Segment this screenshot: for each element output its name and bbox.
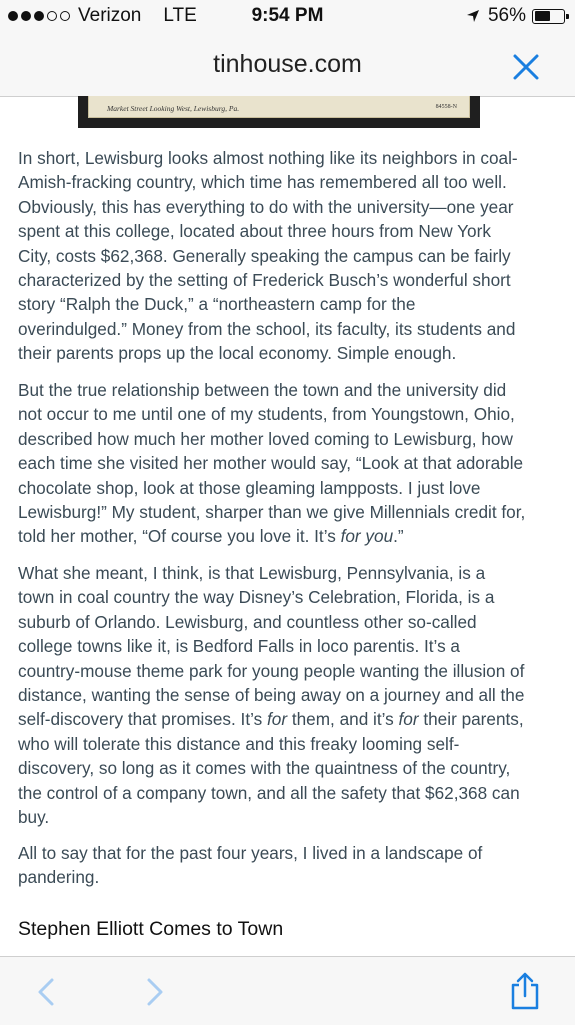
paragraph-line: characterized by the setting of Frederick Busch’s wonderful short — [18, 270, 511, 291]
postcard-number: 84558-N — [435, 104, 457, 110]
paragraph-line: All to say that for the past four years, I lived in a landscape of — [18, 843, 483, 863]
paragraph-line: overindulged.” Money from the school, its faculty, its students and — [18, 318, 516, 339]
paragraph-line: spent at this college, located about three hours from New York — [18, 221, 491, 242]
paragraph-line: distance, wanting the sense of being away on a journey and all the — [18, 685, 525, 706]
postcard-caption: Market Street Looking West, Lewisburg, Pa. — [107, 104, 240, 113]
url-host[interactable]: tinhouse.com — [213, 50, 362, 78]
bottom-toolbar — [0, 956, 575, 1025]
status-time: 9:54 PM — [251, 5, 324, 26]
paragraph-line: But the true relationship between the town and the university did — [18, 380, 507, 400]
browser-nav-bar — [0, 34, 575, 97]
paragraph-line — [18, 524, 558, 548]
paragraph-line: college towns like it, is Bedford Falls in loco parentis. It’s a — [18, 636, 460, 657]
paragraph-line: the control of a company town, and all the safety that $62,368 can — [18, 782, 520, 803]
chevron-left-icon[interactable] — [36, 977, 56, 1007]
emphasis: for — [266, 709, 288, 730]
line-text: told her mother, “Of course you love it. It’s — [18, 526, 341, 547]
paragraph-line: buy. — [18, 807, 50, 828]
paragraph-2 — [18, 378, 558, 549]
paragraph-line: who will tolerate this distance and this freaky looming self- — [18, 733, 460, 754]
close-icon[interactable] — [512, 53, 540, 81]
paragraph-line: Obviously, this has everything to do with the university—one year — [18, 196, 514, 217]
battery-icon — [532, 9, 565, 24]
paragraph-line: suburb of Orlando. Lewisburg, and countless other so-called — [18, 611, 477, 632]
paragraph-line: discovery, so long as it comes with the quaintness of the country, — [18, 758, 511, 779]
share-icon[interactable] — [508, 971, 542, 1011]
paragraph-line: Amish-fracking country, which time has remembered all too well. — [18, 172, 507, 193]
article-content — [0, 96, 575, 956]
paragraph-4 — [18, 841, 558, 890]
paragraph-line: chocolate shop, look at those gleaming lampposts. I just love — [18, 477, 481, 498]
status-right — [466, 5, 565, 27]
emphasis: for — [398, 709, 419, 730]
paragraph-line: pandering. — [18, 867, 100, 888]
paragraph-line — [18, 707, 558, 731]
paragraph-line: Lewisburg!” My student, sharper than we give Millennials credit for, — [18, 502, 526, 523]
carrier-name: Verizon — [78, 5, 142, 26]
paragraph-line: What she meant, I think, is that Lewisburg, Pennsylvania, is a — [18, 563, 486, 583]
paragraph-line: each time she visited her mother would say, “Look at that adorable — [18, 453, 524, 474]
status-bar — [0, 0, 575, 34]
paragraph-line: In short, Lewisburg looks almost nothing like its neighbors in coal- — [18, 148, 518, 168]
paragraph-line: country-mouse theme park for young people wanting the illusion of — [18, 660, 525, 681]
paragraph-line: not occur to me until one of my students, from Youngstown, Ohio, — [18, 404, 515, 425]
line-text: self-discovery that promises. It’s — [18, 709, 267, 730]
paragraph-line: their parents props up the local economy. Simple enough. — [18, 343, 457, 364]
paragraph-3 — [18, 561, 558, 829]
battery-percent: 56% — [487, 5, 526, 26]
paragraph-line: described how much her mother loved coming to Lewisburg, how — [18, 428, 513, 449]
location-arrow-icon — [466, 9, 480, 23]
chevron-right-icon[interactable] — [145, 977, 165, 1007]
paragraph-line: town in coal country the way Disney’s Celebration, Florida, is a — [18, 587, 495, 608]
paragraph-line: City, costs $62,368. Generally speaking the campus can be fairly — [18, 245, 511, 266]
emphasis: for you — [340, 526, 394, 547]
paragraph-1 — [18, 146, 558, 366]
line-text: them, and it’s — [287, 709, 399, 730]
line-text: their parents, — [418, 709, 524, 730]
line-text: .” — [393, 526, 404, 547]
paragraph-line: story “Ralph the Duck,” a “northeastern camp for the — [18, 294, 416, 315]
postcard-image — [78, 96, 480, 128]
section-heading[interactable]: Stephen Elliott Comes to Town — [18, 918, 284, 940]
network-type: LTE — [163, 5, 197, 26]
